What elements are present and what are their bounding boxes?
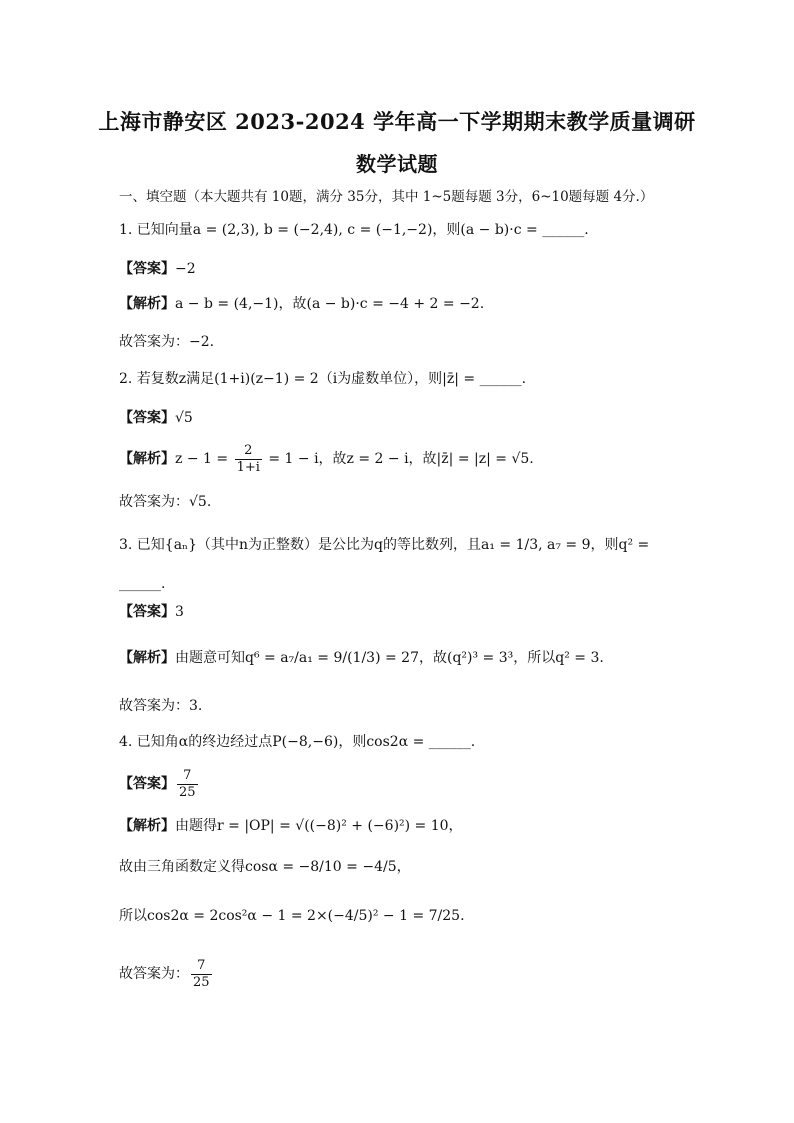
q3-analysis-label: 【解析】 — [119, 650, 175, 666]
q4-analysis-2: 故由三角函数定义得cosα = −8/10 = −4/5， — [119, 859, 411, 875]
q1-stem: 1. 已知向量a = (2,3), b = (−2,4), c = (−1,−2)，则(a − b)·c = ______. — [119, 222, 589, 238]
q2-fraction — [235, 443, 262, 476]
page-title: 上海市静安区 2023-2024 学年高一下学期期末教学质量调研 — [98, 109, 696, 134]
q2-final: 故答案为：√5. — [119, 494, 212, 510]
q3-stem-line1: 3. 已知{aₙ}（其中n为正整数）是公比为q的等比数列，且a₁ = 1/3, a₇ = 9，则q² = — [119, 537, 650, 553]
q1-answer-label: 【答案】 — [119, 261, 175, 277]
q4-final-line — [119, 956, 214, 992]
q4-analysis-label: 【解析】 — [119, 818, 175, 834]
q1-analysis: a − b = (4,−1)，故(a − b)·c = −4 + 2 = −2. — [175, 296, 485, 312]
q2-fraction-num: 2 — [235, 443, 262, 460]
q3-answer: 3 — [175, 604, 184, 620]
q4-analysis-1: 由题得r = |OP| = √((−8)² + (−6)²) = 10， — [175, 818, 463, 834]
q4-stem: 4. 已知角α的终边经过点P(−8,−6)，则cos2α = ______. — [119, 734, 476, 750]
q1-analysis-label: 【解析】 — [119, 296, 175, 312]
q2-answer: √5 — [175, 410, 193, 426]
q2-fraction-den: 1+i — [236, 459, 260, 475]
q4-answer-den: 25 — [179, 784, 196, 800]
q2-answer-line — [119, 408, 193, 428]
q2-analysis-b: = 1 − i，故z = 2 − i，故|z̄| = |z| = √5. — [268, 451, 534, 467]
section-heading: 一、填空题（本大题共有 10题，满分 35分，其中 1~5题每题 3分，6~10题每题 4分.） — [119, 189, 654, 205]
q4-answer-num: 7 — [177, 768, 198, 785]
q1-answer-line — [119, 259, 196, 279]
q4-analysis-3: 所以cos2α = 2cos²α − 1 = 2×(−4/5)² − 1 = 7/25. — [119, 908, 465, 924]
page-subtitle: 数学试题 — [356, 152, 438, 176]
q4-analysis-line — [119, 816, 463, 836]
q4-answer-label: 【答案】 — [119, 776, 175, 792]
q1-final: 故答案为：−2. — [119, 334, 215, 350]
q3-answer-line — [119, 602, 184, 622]
q4-final-fraction — [191, 958, 212, 991]
q4-final-den: 25 — [193, 974, 210, 990]
q4-final-label: 故答案为： — [119, 966, 189, 982]
q2-analysis-line — [119, 442, 534, 476]
q1-answer: −2 — [175, 261, 196, 277]
q2-answer-label: 【答案】 — [119, 410, 175, 426]
q2-analysis-a: z − 1 = — [175, 451, 229, 467]
q4-answer-fraction — [177, 768, 198, 801]
q3-analysis: 由题意可知q⁶ = a₇/a₁ = 9/(1/3) = 27，故(q²)³ = 3³，所以q² = 3. — [175, 650, 604, 666]
q3-stem-line2: ______. — [119, 576, 166, 592]
q3-analysis-line — [119, 648, 604, 668]
q3-answer-label: 【答案】 — [119, 604, 175, 620]
q2-analysis-label: 【解析】 — [119, 451, 175, 467]
q4-final-num: 7 — [191, 958, 212, 975]
q4-answer-line — [119, 766, 200, 802]
q1-analysis-line — [119, 294, 484, 314]
q2-stem: 2. 若复数z满足(1+i)(z−1) = 2（i为虚数单位），则|z̄| = ______. — [119, 371, 527, 387]
q3-final: 故答案为：3. — [119, 698, 203, 714]
